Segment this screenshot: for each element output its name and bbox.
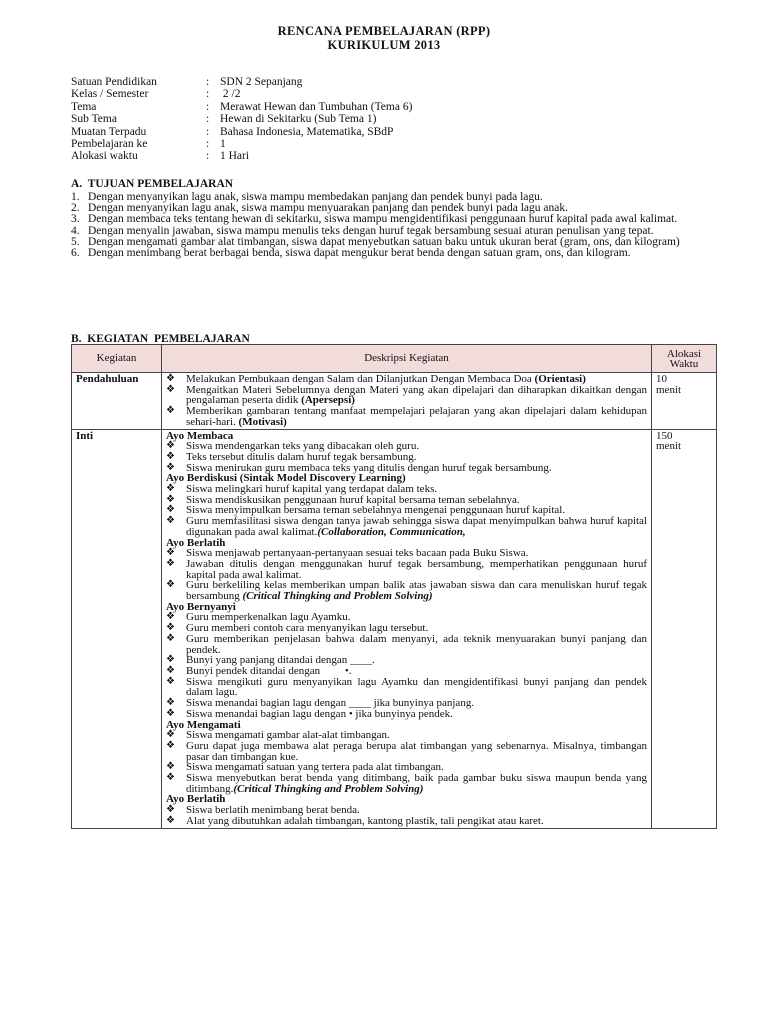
stage-pendahuluan: Pendahuluan xyxy=(72,373,162,430)
identity-row: Satuan Pendidikan : SDN 2 Sepanjang xyxy=(71,76,303,88)
goal-item: 2. Dengan menyanyikan lagu anak, siswa mampu menyuarakan panjang dan pendek bunyi pada lagu anak. xyxy=(71,202,568,215)
list-item: ❖ Siswa mendengarkan teks yang dibacakan oleh guru. xyxy=(166,440,420,453)
stage-inti: Inti xyxy=(72,429,162,828)
inti-allocation: 150 menit xyxy=(652,429,717,828)
list-item: ❖ Siswa menirukan guru membaca teks yang ditulis dengan huruf tegak bersambung. xyxy=(166,461,552,474)
identity-value: Bahasa Indonesia, Matematika, SBdP xyxy=(220,125,394,138)
identity-row: Sub Tema : Hewan di Sekitarku (Sub Tema 1) xyxy=(71,113,377,126)
table-row-pendahuluan xyxy=(72,373,717,430)
diamond-bullet-icon: ❖ xyxy=(166,622,175,634)
diamond-bullet-icon: ❖ xyxy=(166,440,175,452)
identity-value: SDN 2 Sepanjang xyxy=(220,76,303,88)
diamond-bullet-icon: ❖ xyxy=(166,461,175,473)
diamond-bullet-icon: ❖ xyxy=(166,761,175,773)
diamond-bullet-icon: ❖ xyxy=(166,579,175,591)
list-item: ❖ Jawaban ditulis dengan menggunakan huruf tegak bersambung, memperhatikan penggunaan huruf kapital pada awal kalimat. xyxy=(166,557,647,581)
diamond-bullet-icon: ❖ xyxy=(166,675,175,687)
list-item: ❖ Siswa mengamati satuan yang tertera pada alat timbangan. xyxy=(166,761,444,774)
list-item: ❖ Siswa menandai bagian lagu dengan • jika bunyinya pendek. xyxy=(166,707,453,720)
list-item: ❖ Siswa menyimpulkan bersama teman sebelahnya mengenai penggunaan huruf kapital. xyxy=(166,504,566,517)
identity-row: Muatan Terpadu : Bahasa Indonesia, Matematika, SBdP xyxy=(71,125,394,138)
diamond-bullet-icon: ❖ xyxy=(166,557,175,569)
identity-label: Muatan Terpadu xyxy=(71,125,147,138)
diamond-bullet-icon: ❖ xyxy=(166,697,175,709)
header-alokasi: Alokasi Waktu xyxy=(652,345,717,373)
identity-label: Kelas / Semester xyxy=(71,88,149,101)
list-item: ❖ Siswa berlatih menimbang berat benda. xyxy=(166,804,360,817)
list-item: ❖ Siswa mengikuti guru menyanyikan lagu Ayamku dan mengidentifikasi bunyi panjang dan pendek dalam lagu. xyxy=(166,675,647,699)
diamond-bullet-icon: ❖ xyxy=(166,729,175,741)
activity-table xyxy=(71,344,717,829)
list-item: ❖ Guru memberikan penjelasan bahwa dalam menyanyi, ada teknik menyuarakan bunyi panjang dan pendek. xyxy=(166,632,647,656)
list-item: ❖ Siswa melingkari huruf kapital yang terdapat dalam teks. xyxy=(166,483,438,496)
inti-description xyxy=(162,429,652,828)
diamond-bullet-icon: ❖ xyxy=(166,611,175,623)
pendahuluan-description xyxy=(162,373,652,430)
subheading-ayo-mengamati: Ayo Mengamati xyxy=(166,718,241,731)
identity-value: 1 xyxy=(220,137,226,150)
list-item: ❖ Guru memberi contoh cara menyanyikan lagu tersebut. xyxy=(166,622,429,635)
identity-label: Tema xyxy=(71,100,97,113)
list-item: ❖ Guru memperkenalkan lagu Ayamku. xyxy=(166,611,351,624)
pendahuluan-allocation: 10 menit xyxy=(652,373,717,430)
diamond-bullet-icon: ❖ xyxy=(166,739,175,751)
diamond-bullet-icon: ❖ xyxy=(166,504,175,516)
list-item: ❖ Siswa menjawab pertanyaan-pertanyaan sesuai teks bacaan pada Buku Siswa. xyxy=(166,547,529,560)
list-item: ❖ Teks tersebut ditulis dalam huruf tegak bersambung. xyxy=(166,450,417,463)
subheading-ayo-berlatih-2: Ayo Berlatih xyxy=(166,793,226,806)
identity-row: Pembelajaran ke : 1 xyxy=(71,137,226,150)
diamond-bullet-icon: ❖ xyxy=(166,707,175,719)
identity-label: Pembelajaran ke xyxy=(71,137,148,150)
identity-label: Alokasi waktu xyxy=(71,150,138,163)
list-item: ❖ Memberikan gambaran tentang manfaat mempelajari pelajaran yang akan dipelajari dalam kehidupan sehari-hari. (Motivasi) xyxy=(166,405,647,428)
section-a-heading: A. TUJUAN PEMBELAJARAN xyxy=(71,178,234,190)
goals-list xyxy=(71,192,716,259)
goal-item: 6. Dengan menimbang berat berbagai benda, siswa dapat mengukur berat benda dengan satuan gram, ons, dan kilogram. xyxy=(71,247,631,260)
document-title: RENCANA PEMBELAJARAN (RPP) xyxy=(277,24,491,38)
document-subtitle: KURIKULUM 2013 xyxy=(327,38,441,52)
list-item: ❖ Siswa mendiskusikan penggunaan huruf kapital bersama teman sebelahnya. xyxy=(166,493,520,506)
goal-item: 3. Dengan membaca teks tentang hewan di sekitarku, siswa mampu mengidentifikasi penggunaan huruf kapital pada awal kalimat. xyxy=(71,213,678,226)
subheading-ayo-berdiskusi: Ayo Berdiskusi (Sintak Model Discovery Learning) xyxy=(166,472,406,485)
diamond-bullet-icon: ❖ xyxy=(166,405,175,417)
list-item: ❖ Siswa mengamati gambar alat-alat timbangan. xyxy=(166,729,390,742)
diamond-bullet-icon: ❖ xyxy=(166,814,175,826)
section-b-heading: B. KEGIATAN PEMBELAJARAN xyxy=(71,333,250,345)
identity-label: Sub Tema xyxy=(71,113,117,126)
list-item: ❖ Guru memfasilitasi siswa dengan tanya jawab sehingga siswa dapat menyimpulkan bahwa huruf kapital digunakan pada awal kalimat.(Collaboration, Communication, xyxy=(166,515,647,538)
diamond-bullet-icon: ❖ xyxy=(166,654,175,666)
diamond-bullet-icon: ❖ xyxy=(166,804,175,816)
goal-item: 4. Dengan menyalin jawaban, siswa mampu menulis teks dengan huruf tegak bersambung sesuai aturan penulisan yang tepat. xyxy=(71,224,654,237)
goal-item: 1. Dengan menyanyikan lagu anak, siswa mampu membedakan panjang dan pendek bunyi pada lagu. xyxy=(71,191,543,203)
header-kegiatan: Kegiatan xyxy=(72,345,162,373)
diamond-bullet-icon: ❖ xyxy=(166,632,175,644)
diamond-bullet-icon: ❖ xyxy=(166,483,175,495)
diamond-bullet-icon: ❖ xyxy=(166,450,175,462)
diamond-bullet-icon: ❖ xyxy=(166,493,175,505)
list-item: ❖ Guru berkeliling kelas memberikan umpan balik atas jawaban siswa dan cara menuliskan huruf tegak bersambung (Critical Thingking and Problem Solving) xyxy=(166,579,647,603)
identity-label: Satuan Pendidikan xyxy=(71,76,157,88)
list-item: ❖ Alat yang dibutuhkan adalah timbangan, kantong plastik, tali pengikat atau karet. xyxy=(166,814,544,827)
header-deskripsi: Deskripsi Kegiatan xyxy=(162,345,652,373)
list-item: ❖ Melakukan Pembukaan dengan Salam dan Dilanjutkan Dengan Membaca Doa (Orientasi) xyxy=(166,373,586,385)
diamond-bullet-icon: ❖ xyxy=(166,547,175,559)
identity-row: Alokasi waktu : 1 Hari xyxy=(71,150,250,163)
identity-value: Merawat Hewan dan Tumbuhan (Tema 6) xyxy=(220,100,413,113)
diamond-bullet-icon: ❖ xyxy=(166,515,175,527)
subheading-ayo-membaca: Ayo Membaca xyxy=(166,429,234,442)
subheading-ayo-bernyanyi: Ayo Bernyanyi xyxy=(166,600,236,613)
identity-value: 2 /2 xyxy=(220,88,241,101)
subheading-ayo-berlatih: Ayo Berlatih xyxy=(166,536,226,549)
table-header-row xyxy=(72,345,717,373)
list-item: ❖ Siswa menandai bagian lagu dengan ____ jika bunyinya panjang. xyxy=(166,697,475,710)
diamond-bullet-icon: ❖ xyxy=(166,772,175,784)
list-item: ❖ Guru dapat juga membawa alat peraga berupa alat timbangan yang sebenarnya. Misalnya, timbangan pasar dan timbangan kue. xyxy=(166,739,647,763)
identity-block xyxy=(71,76,412,163)
list-item: ❖ Bunyi pendek ditandai dengan •. xyxy=(166,664,352,677)
identity-value: Hewan di Sekitarku (Sub Tema 1) xyxy=(220,113,377,126)
table-row-inti xyxy=(72,429,717,828)
diamond-bullet-icon: ❖ xyxy=(166,664,175,676)
identity-row: Kelas / Semester : 2 /2 xyxy=(71,88,241,101)
diamond-bullet-icon: ❖ xyxy=(166,383,175,395)
identity-value: 1 Hari xyxy=(220,150,250,163)
diamond-bullet-icon: ❖ xyxy=(166,373,175,384)
identity-row: Tema : Merawat Hewan dan Tumbuhan (Tema 6) xyxy=(71,100,413,113)
list-item: ❖ Bunyi yang panjang ditandai dengan ____. xyxy=(166,654,375,667)
list-item: ❖ Siswa menyebutkan berat benda yang ditimbang, baik pada gambar buku siswa maupun benda yang ditimbang.(Critical Thingking and Problem Solving) xyxy=(166,772,647,795)
goal-item: 5. Dengan mengamati gambar alat timbangan, siswa dapat menyebutkan satuan baku untuk ukuran berat (gram, ons, dan kilogram) xyxy=(71,235,680,248)
list-item: ❖ Mengaitkan Materi Sebelumnya dengan Materi yang akan dipelajari dan diharapkan dikaitkan dengan pengalaman peserta didik (Apersepsi) xyxy=(166,383,647,407)
